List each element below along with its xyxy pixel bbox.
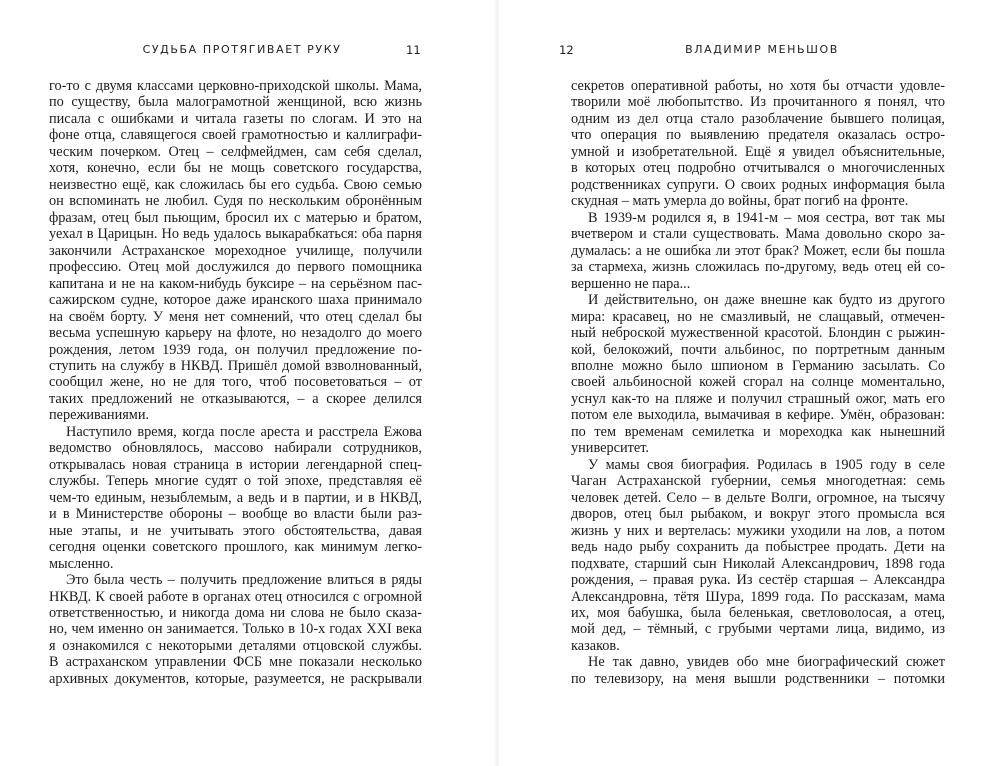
text-line: писала с ошибками и читала газеты по слогам. И это на	[49, 110, 422, 127]
text-line: по тем временам семилетка и мореходка как нынешний	[571, 423, 945, 440]
text-line: сообщил жене, но не для того, чтоб посоветоваться – от	[49, 374, 422, 391]
text-line: в которых отец подробно отчитывался о многочисленных	[571, 160, 945, 177]
text-line: вершенно не пара...	[571, 275, 691, 292]
text-line: уснул как-то на пляже и получил страшный ожог, мать его	[571, 390, 945, 407]
text-line: ведомство обновлялось, массово набирали сотрудников,	[49, 440, 422, 457]
text-line: что операция по выявлению предателя оказалась остро-	[571, 127, 945, 144]
text-line: Это была честь – получить предложение влиться в ряды	[66, 572, 422, 589]
text-line: службы. Теперь многие судят о той эпохе, представляя её	[49, 473, 422, 490]
text-line: закончили Астраханское мореходное училище, получили	[49, 242, 422, 259]
text-line: фоне отца, славящегося своей грамотностью и каллиграфи-	[49, 127, 422, 144]
text-line: вполне можно было шпионом в Германию засылать. Со	[571, 357, 945, 374]
text-line: по существу, была малограмотной женщиной, всю жизнь	[49, 94, 422, 111]
text-line: уехал в Царицын. Но ведь удалось выкарабкаться: оба парня	[49, 226, 422, 243]
right-page	[497, 0, 993, 766]
text-line: ступить на службу в НКВД. Пришёл домой взволнованный,	[49, 357, 422, 374]
text-line: Не так давно, увидев обо мне биографический сюжет	[588, 654, 945, 671]
text-line: на своём борту. У меня нет сомнений, что отец сделал бы	[49, 308, 422, 325]
text-line: И действительно, он даже внешне как будто из другого	[588, 292, 945, 309]
text-line: секретов оперативной работы, но хотя бы отчасти удовле-	[571, 78, 945, 94]
text-line: скудная – мать умерла до войны, брат погиб на фронте.	[571, 193, 909, 210]
text-line: неизвестно ещё, как сложилась бы его судьба. Свою семью	[49, 176, 422, 193]
text-line: мысленно.	[49, 555, 114, 572]
body-text	[49, 78, 422, 687]
text-line: дворов, отец был рыбаком, и вокруг этого промысла вся	[571, 506, 945, 523]
text-line: подхвате, старший сын Николай Александрович, 1898 года	[571, 555, 945, 572]
text-line: мира: красавец, но не смазливый, не слащавый, отмечен-	[571, 308, 945, 325]
text-line: университет.	[571, 440, 649, 457]
text-line: своей альбиносной кожей сгорал на солнце моментально,	[571, 374, 945, 391]
text-line: архивных документов, которые, разумеется, не раскрывали	[49, 670, 422, 687]
text-line: по телевизору, на меня вышли родственники – потомки	[571, 670, 945, 687]
text-line: творили моё любопытство. Из прочитанного я понял, что	[571, 94, 945, 111]
text-line: го-то с двумя классами церковно-приходской школы. Мама,	[49, 78, 422, 94]
running-head: ВЛАДИМИР МЕНЬШОВ	[685, 43, 839, 56]
text-line: фразам, отец был пьющим, бросил их с матерью и братом,	[49, 209, 422, 226]
text-line: жизнь у них и вертелась: мужики уходили на лов, а потом	[571, 522, 945, 539]
text-line: Наступило время, когда после ареста и расстрела Ежова	[66, 423, 422, 440]
text-line: Чаган Астраханской губернии, семья многодетная: семь	[571, 473, 945, 490]
text-line: сажирском судне, которое даже иранского шаха принимало	[49, 292, 422, 309]
text-line: В астраханском управлении ФСБ мне показали несколько	[49, 654, 422, 671]
text-line: хотя, конечно, если бы не мощь советского государства,	[49, 160, 422, 177]
text-line: но, чем именно он занимается. Только в 10-х годах XXI века	[49, 621, 422, 638]
text-line: В 1939-м родился я, в 1941-м – моя сестра, вот так мы	[588, 209, 945, 226]
text-line: Александровна, тётя Шура, 1899 года. По рассказам, мама	[571, 588, 945, 605]
text-line: профессию. Отец мой дослужился до первого помощника	[49, 259, 422, 276]
text-line: одним из дел отца стало разоблачение бывшего полицая,	[571, 110, 945, 127]
text-line: я ознакомился с некоторыми деталями отцовской службы.	[49, 637, 422, 654]
page-number: 11	[406, 43, 421, 57]
body-text	[571, 78, 945, 687]
text-line: ческим почерком. Отец – селфмейдмен, сам себя сделал,	[49, 143, 422, 160]
text-line: сегодня оценки советского прошлого, как минимум легко-	[49, 539, 422, 556]
text-line: он вспоминать не любил. Судя по нескольким обронённым	[49, 193, 422, 210]
text-line: потом еле выходила, вымачивая в кефире. Умён, образован:	[571, 407, 945, 424]
running-head: СУДЬБА ПРОТЯГИВАЕТ РУКУ	[142, 43, 342, 56]
text-line: ные этапы, и не учитывать этого обстоятельства, давая	[49, 522, 422, 539]
page-number: 12	[559, 43, 574, 57]
text-line: родственниках супруги. О своих родных информация была	[571, 176, 945, 193]
text-line: рождения, летом 1939 года, он получил предложение по-	[49, 341, 422, 358]
text-line: казаков.	[571, 637, 620, 654]
text-line: вчетвером и стали существовать. Мама довольно скоро за-	[571, 226, 945, 243]
text-line: чем-то единым, незыблемым, а ведь и в партии, и в НКВД,	[49, 489, 422, 506]
text-line: за стармеха, жизнь сложилась по-другому, ведь отец ей со-	[571, 259, 945, 276]
text-line: У мамы своя биография. Родилась в 1905 году в селе	[588, 456, 945, 473]
text-line: НКВД. К своей работе в органах отец относился с огромной	[49, 588, 422, 605]
text-line: капитана и не на каком-нибудь буксире – на серьёзном пас-	[49, 275, 422, 292]
text-line: ный неброской мужественной красотой. Блондин с рыжин-	[571, 325, 945, 342]
text-line: кой, белокожий, почти альбинос, по портретным данным	[571, 341, 945, 358]
text-line: и в Министерстве обороны – вообще во власти были раз-	[49, 506, 422, 523]
text-line: ведь надо рыбу сохранить да побыстрее продать. Дети на	[571, 539, 945, 556]
text-line: переживаниями.	[49, 407, 150, 424]
text-line: человек детей. Село – в дельте Волги, огромное, на тысячу	[571, 489, 945, 506]
text-line: таких предложений не отказываются, – а скорее делился	[49, 390, 422, 407]
text-line: умной и изобретательной. Ещё я увидел объяснительные,	[571, 143, 945, 160]
text-line: мой дед, – тёмный, с грубыми чертами лица, видимо, из	[571, 621, 945, 638]
text-line: их, моя бабушка, была беленькая, светловолосая, а отец,	[571, 605, 945, 621]
text-line: открывалась новая страница в истории легендарной спец-	[49, 456, 422, 473]
text-line: весьма успешную карьеру на флоте, но незадолго до моего	[49, 325, 422, 342]
text-line: думалась: а не ошибка ли этот брак? Может, если бы пошла	[571, 242, 945, 259]
text-line: ответственностью, и никогда дома ни слова не было сказа-	[49, 605, 422, 621]
text-line: рождения, – правая рука. Из сестёр старшая – Александра	[571, 572, 945, 589]
